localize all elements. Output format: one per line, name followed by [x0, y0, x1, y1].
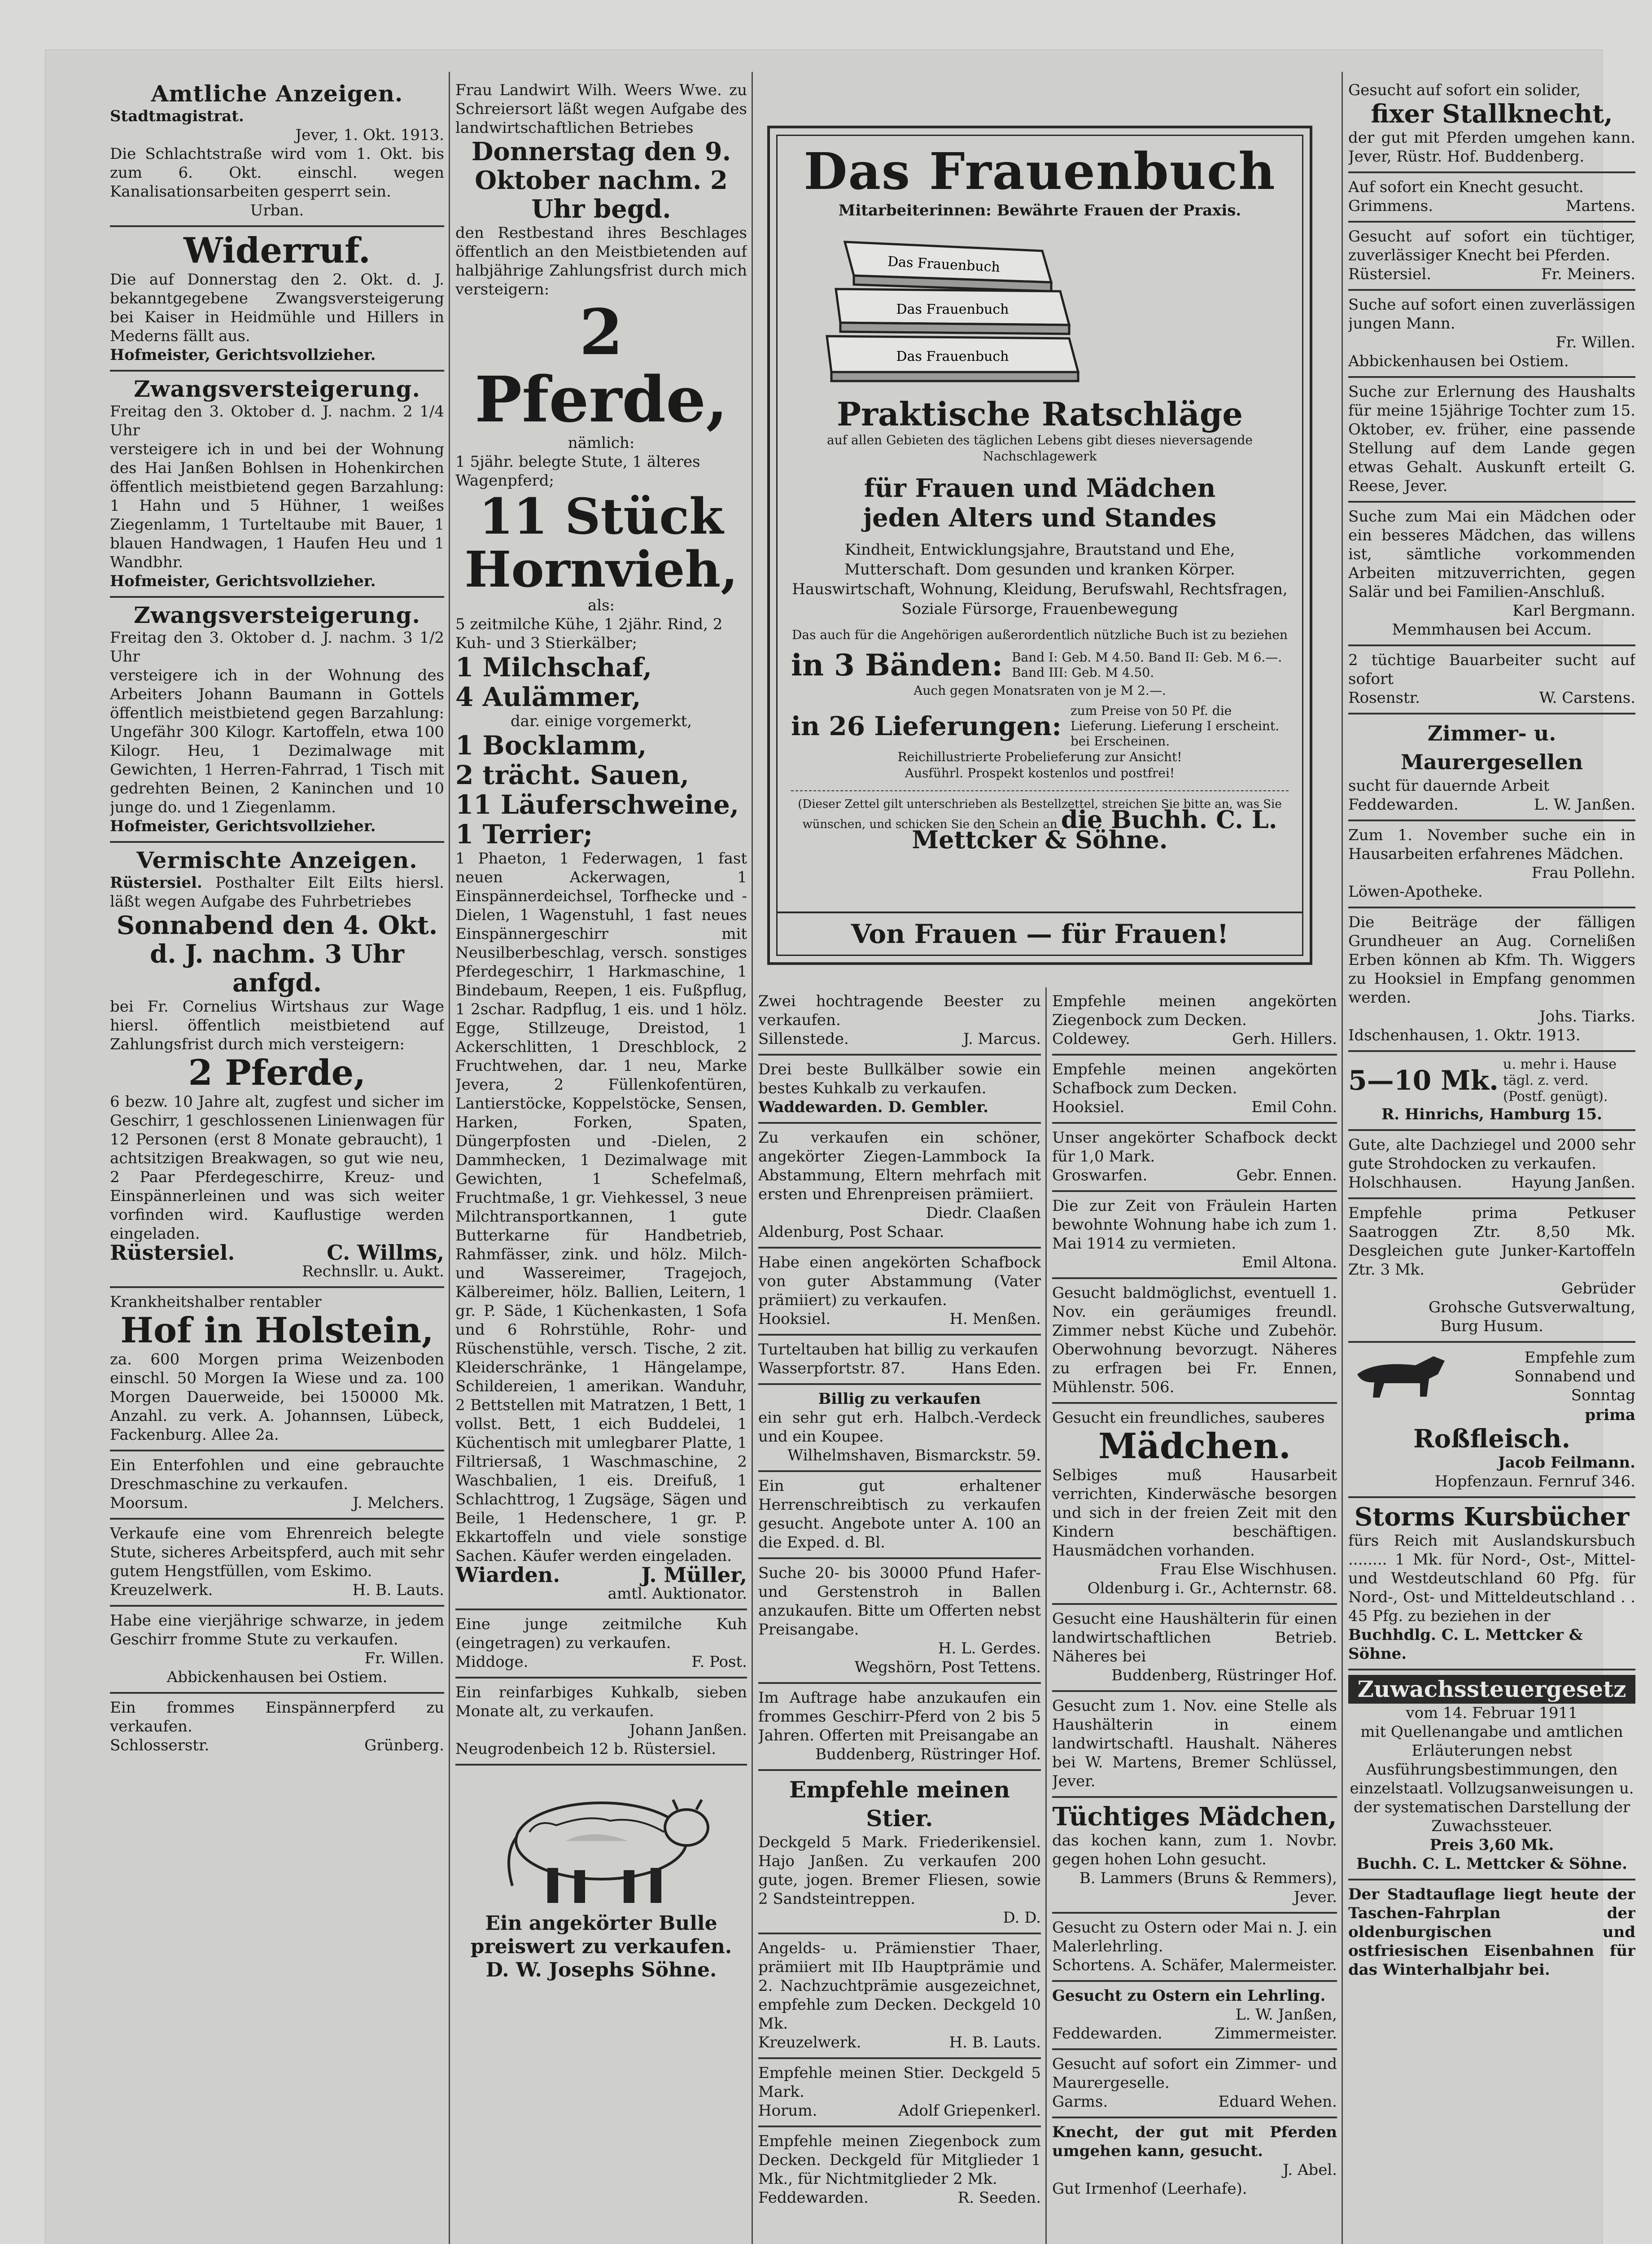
ad-signature: Waddewarden. D. Gembler. [758, 1098, 988, 1116]
ad-text: Gesucht zum 1. Nov. eine Stelle als Haushälterin in einem landwirtschaftl. Haushalt. Näheres bei W. Martens, Bremer Schlüssel, Jever. [1052, 1697, 1337, 1790]
ad-stroh [758, 1559, 1041, 1684]
ad-billig [758, 1385, 1041, 1472]
ad-place: Hopfenzaun. Fernruf 346. [1434, 1473, 1635, 1490]
ad-schafbock [758, 1249, 1041, 1336]
ad-signature: A. Schäfer, Malermeister. [1141, 1956, 1337, 1974]
ad-text: Gesucht auf sofort ein tüchtiger, zuverlässiger Knecht bei Pferden. [1348, 228, 1635, 264]
advert-heading: jeden Alters und Standes [863, 503, 1217, 533]
ad-signature: Hofmeister, Gerichtsvollzieher. [110, 817, 376, 835]
ad-title: Empfehle meinen Stier. [789, 1776, 1010, 1832]
ad-signature: Emil Cohn. [1251, 1098, 1337, 1116]
ad-text: Die Beiträge der fälligen Grundheuer an Aug. Cornelißen Erben können ab Kfm. Th. Wiggers zu Hooksiel in Empfang genommen werden. [1348, 913, 1635, 1007]
ad-signature: H. B. Lauts. [352, 1581, 444, 1599]
ad-text: den Restbestand ihres Beschlages öffentlich an den Meistbietenden auf halbjährige Zahlungsfrist durch mich versteigern: [455, 224, 747, 298]
ad-kuh [455, 1610, 747, 1679]
ad-title: Roßfleisch. [1413, 1424, 1570, 1454]
ad-text: Deckgeld 5 Mark. Friederikensiel. Hajo Janßen. Zu verkaufen 200 gute, jogen. Bremer Fliesen, sowie 2 Sandsteintreppen. [758, 1833, 1041, 1908]
ad-text: das kochen kann, zum 1. Novbr. gegen hohen Lohn gesucht. [1052, 1832, 1337, 1868]
ad-kursbuecher [1348, 1498, 1635, 1670]
ad-text: versteigere ich in der Wohnung des Arbeiters Johann Baumann in Gottels öffentlich meistbietend gegen Barzahlung: Ungefähr 300 Kilogr. Kartoffeln, etwa 100 Kilogr. Heu, 1 Dezimalwage mit Gewichten, 1 Herren-Fahrrad, 1 Tisch mit gedrehten Beinen, 2 Kaninchen und 10 junge do. und 1 Ziegenlamm. [110, 666, 444, 816]
ad-text: Frau Landwirt Wilh. Weers Wwe. zu Schreiersort läßt wegen Aufgabe des landwirtschaftlichen Betriebes [455, 81, 747, 137]
ad-text: Suche zur Erlernung des Haushalts für meine 15jährige Tochter zum 15. Oktober, ev. früher, eine passende Stellung auf dem Lande gegen etwas Gehalt. Auskunft erteilt G. Reese, Jever. [1348, 383, 1635, 495]
ad-text: Die zur Zeit von Fräulein Harten bewohnte Wohnung habe ich zum 1. Mai 1914 zu vermieten. [1052, 1197, 1337, 1253]
ad-zimmer [1052, 1279, 1337, 1404]
ad-date: Donnerstag den 9. Oktober nachm. 2 Uhr begd. [471, 137, 731, 224]
ad-text: Ein Enterfohlen und eine gebrauchte Dreschmaschine zu verkaufen. [110, 1456, 444, 1493]
column-rule [1342, 72, 1343, 2244]
ad-signature: H. L. Gerdes. [938, 1639, 1041, 1657]
ad-signature: Hayung Janßen. [1511, 1174, 1635, 1192]
ad-signature: Fr. Willen. [364, 1649, 444, 1667]
ad-place: Horum. [758, 2102, 817, 2120]
ad-amtliche [110, 76, 444, 227]
ad-signature: Frau Pollehn. [1531, 864, 1635, 882]
ad-place: Feddewarden. [758, 2189, 869, 2207]
ad-place: Middoge. [455, 1653, 529, 1671]
ad-malerlehrling [1052, 1914, 1337, 1982]
ad-place: Abbickenhausen bei Ostiem. [166, 1668, 388, 1686]
ad-signature: H. B. Lauts. [949, 2034, 1041, 2051]
ad-signature: C. Willms, [327, 1240, 444, 1265]
ad-signature: Hofmeister, Gerichtsvollzieher. [110, 572, 376, 590]
advert-prospect: Reichillustrierte Probelieferung zur Ansicht! [897, 749, 1182, 764]
advert-intro: auf allen Gebieten des täglichen Lebens gibt dieses nieversagende Nachschlagewerk [827, 433, 1253, 464]
ad-place: Kreuzelwerk. [758, 2034, 861, 2051]
advert-bands [791, 648, 1289, 683]
ad-signature: J. Melchers. [353, 1494, 444, 1512]
column-3-right [1052, 987, 1337, 2244]
ad-maurergeselle [1052, 2050, 1337, 2118]
ad-schafbock-hooksiel [1052, 1056, 1337, 1124]
ad-text: Empfehle zum Sonnabend und Sonntag [1514, 1349, 1635, 1404]
ad-text: Selbiges muß Hausarbeit verrichten, Kinderwäsche besorgen und sich in der freien Zeit mit den Kindern beschäftigen. Hausmädchen vorhanden. [1052, 1466, 1337, 1560]
ad-role: amtl. Auktionator. [607, 1585, 747, 1603]
ad-title: Storms Kursbücher [1354, 1502, 1630, 1532]
book-spine-label: Das Frauenbuch [896, 349, 1009, 364]
column-4 [1348, 76, 1635, 2244]
ad-place: Löwen-Apotheke. [1348, 883, 1483, 901]
ad-text: Gute, alte Dachziegel und 2000 sehr gute Strohdocken zu verkaufen. [1348, 1136, 1635, 1173]
ad-ziegenbock-coldewey [1052, 987, 1337, 1056]
ad-signature: Diedr. Claaßen [926, 1204, 1041, 1222]
ad-text: Gesucht baldmöglichst, eventuell 1. Nov. ein geräumiges freundl. Zimmer nebst Küche und Zubehör. Oberwohnung bevorzugt. Näheres zu erfragen bei Fr. Ennen, Mühlenstr. 506. [1052, 1284, 1337, 1396]
advert-heading: Praktische Ratschläge [836, 395, 1243, 433]
ad-date: Freitag den 3. Oktober d. J. nachm. 3 1/2 Uhr [110, 629, 444, 666]
advert-deliveries [791, 703, 1289, 749]
ad-bauarbeiter [1348, 646, 1635, 714]
ad-text: Empfehle meinen angekörten Schafbock zum Decken. [1052, 1061, 1337, 1097]
ad-place: Grimmens. [1348, 197, 1433, 215]
section-heading: Vermischte Anzeigen. [136, 847, 418, 873]
ad-verdienst [1348, 1052, 1635, 1131]
ad-place: Abbickenhausen bei Ostiem. [1348, 352, 1569, 370]
ad-role: Zimmermeister. [1214, 2025, 1337, 2042]
ad-signature: R. Seeden. [957, 2189, 1041, 2207]
ad-text: za. 600 Morgen prima Weizenboden einschl. 50 Morgen Ia Wiese und za. 100 Morgen Dauerweide, bei 150000 Mk. Anzahl. zu verk. A. Johannsen, Lübeck, Fackenburg. Allee 2a. [110, 1350, 444, 1444]
ad-role: Rechnsllr. u. Aukt. [302, 1262, 444, 1280]
column-3-left [758, 987, 1041, 2244]
ad-item: 4 Aulämmer, [455, 682, 641, 712]
ad-text: ein sehr gut erh. Halbch.-Verdeck und ein Koupee. [758, 1409, 1041, 1446]
ad-text: Zum 1. November suche ein in Hausarbeiten erfahrenes Mädchen. [1348, 826, 1635, 863]
ad-title: Mädchen. [1098, 1426, 1291, 1467]
ad-wohnung [1052, 1192, 1337, 1279]
ad-signature: Grünberg. [364, 1736, 444, 1754]
ad-schreibtisch [758, 1472, 1041, 1559]
ad-signature: Gerh. Hillers. [1232, 1030, 1337, 1048]
horse-illustration [1348, 1347, 1456, 1406]
advert-title: Das Frauenbuch [804, 142, 1276, 201]
ad-place: Rüstersiel. [110, 874, 202, 892]
order-slip [791, 790, 1289, 852]
ad-text: Die Schlachtstraße wird vom 1. Okt. bis zum 6. Okt. einschl. wegen Kanalisationsarbeiten gesperrt sein. [110, 145, 444, 201]
ad-signature: Buchhdlg. C. L. Mettcker & Söhne. [1348, 1626, 1583, 1663]
ad-text: Habe einen angekörten Schafbock von guter Abstammung (Vater prämiiert) zu verkaufen. [758, 1253, 1041, 1309]
ad-text: u. mehr i. Hause tägl. z. verd. (Postf. genügt). [1503, 1056, 1617, 1104]
advert-topics: Kindheit, Entwicklungsjahre, Brautstand und Ehe, Mutterschaft. Dom gesunden und kranken Körper. Hauswirtschaft, Wohnung, Kleidung, Berufswahl, Rechtsfragen, Soziale Fürsorge, Frauenbewegung [792, 541, 1288, 618]
ad-title: Billig zu verkaufen [818, 1390, 981, 1408]
ad-junger-mann [1348, 291, 1635, 378]
ad-ziegenbock [758, 2127, 1041, 2213]
ad-text: Drei beste Bullkälber sowie ein bestes Kuhkalb zu verkaufen. [758, 1061, 1041, 1097]
ad-place: Idschenhausen, 1. Oktr. 1913. [1348, 1026, 1581, 1044]
ad-vermischte [110, 843, 444, 1288]
ad-place: Rüstersiel. [110, 1240, 235, 1265]
ad-place: Wegshörn, Post Tettens. [854, 1658, 1041, 1676]
ad-stier-horum [758, 2059, 1041, 2127]
ad-text: Posthalter Eilt Eilts hiersl. läßt wegen Aufgabe des Fuhrbetriebes [110, 874, 444, 911]
ad-signature: F. Post. [691, 1653, 747, 1671]
column-rule [1045, 987, 1047, 2244]
ad-signature: Johann Janßen. [629, 1721, 747, 1739]
ad-zimmergesellen [1348, 714, 1635, 821]
ad-signature: Karl Bergmann. [1512, 602, 1635, 620]
ad-stallknecht [1348, 76, 1635, 173]
ad-text: 1 Phaeton, 1 Federwagen, 1 fast neuen Ackerwagen, 1 Einspännerdeichsel, Torfhecke und -Dielen, 1 Wagenstuhl, 1 fast neues Einspännergeschirr mit Neusilberbeschlag, versch. sonstiges Pferdegeschirr, 1 Harkmaschine, 1 Bindebaum, Reepen, 1 eis. Fußpflug, 1 2schar. Radpflug, 1 eis. und 1 hölz. Egge, Stillzeuge, Dreistod, 1 Ackerschlitten, 1 Dreschblock, 2 Fruchtwehen, dar. 1 neu, Marke Jevera, 2 Füllenkofentüren, Lantierstöcke, Koppelstöcke, Sensen, Harken, Forken, Spaten, Düngerpfosten und -Dielen, 2 Dammhecken, 1 Dezimalwage mit Gewichten, 1 Schefelmaß, Fruchtmaße, 1 gr. Viehkessel, 3 neue Milchtransportkannen, 1 gute Butterkarne für Handbetrieb, Rahmfässer, zink. und hölz. Milch- und Wassereimer, Tragejoch, Kälbereimer, hölz. Ballien, Leitern, 1 gr. P. Säde, 1 Küchenkasten, 1 Sofa und 6 Rohrstühle, Rohr- und Rüschenstühle, versch. Tische, 2 zit. Kleiderschränke, 1 Hängelampe, Schildereien, 1 amerikan. Wanduhr, 2 Bettstellen mit Matratzen, 1 Bett, 1 vollst. Bett, 1 eich Buddelei, 1 Küchentisch mit umlegbarer Platte, 1 Filtriersaß, 1 Waschmaschine, 2 Waschbalien, 1 eis. Dreifuß, 1 Schlachttrog, 1 Zugsäge, Sägen und Beile, 1 Hedenschere, 1 gr. P. Ekkartoffeln und viele sonstige Sachen. Käufer werden eingeladen. [455, 850, 747, 1565]
ad-item: 1 Terrier; [455, 819, 593, 850]
ad-text: Zwei hochtragende Beester zu verkaufen. [758, 992, 1041, 1029]
ad-date: Jever, 1. Okt. 1913. [295, 126, 444, 144]
ad-headline: 2 Pferde, [474, 296, 728, 437]
ad-issuer: Stadtmagistrat. [110, 107, 244, 125]
ad-text: Ein reinfarbiges Kuhkalb, sieben Monate alt, zu verkaufen. [455, 1683, 747, 1720]
ad-text: Knecht, der gut mit Pferden umgehen kann, gesucht. [1052, 2123, 1337, 2160]
ad-signature: Wilhelmshaven, Bismarckstr. 59. [787, 1446, 1041, 1464]
ad-text: Auf sofort ein Knecht gesucht. [1348, 178, 1584, 196]
ad-text: 2 tüchtige Bauarbeiter sucht auf sofort [1348, 651, 1635, 688]
ad-signature: Johs. Tiarks. [1539, 1008, 1635, 1026]
ad-text: als: [587, 596, 615, 614]
ad-signature: Emil Altona. [1241, 1253, 1337, 1271]
ad-date: Freitag den 3. Oktober d. J. nachm. 2 1/4 Uhr [110, 403, 444, 439]
ad-headline: 11 Stück Hornvieh, [464, 487, 738, 598]
deliveries-label: in 26 Lieferungen: [791, 711, 1062, 741]
ad-place: Rüstersiel. [1348, 265, 1432, 283]
ad-date: Sonnabend den 4. Okt. d. J. nachm. 3 Uhr anfgd. [116, 911, 438, 998]
ad-place: Burg Husum. [1440, 1317, 1543, 1335]
ad-text: Gesucht zu Ostern ein Lehrling. [1052, 1987, 1326, 2005]
ad-text: Gesucht auf sofort ein solider, [1348, 81, 1581, 99]
ad-text: nämlich: [568, 434, 635, 452]
frauenbuch-advert [767, 126, 1312, 965]
ad-rossfleisch [1348, 1343, 1635, 1498]
ad-text: Turteltauben hat billig zu verkaufen [758, 1341, 1038, 1359]
ad-saatroggen [1348, 1199, 1635, 1343]
ad-title: Widerruf. [184, 230, 371, 271]
ad-title: Zimmer- u. Maurergesellen [1400, 721, 1583, 774]
ad-text: versteigere ich in und bei der Wohnung des Hai Janßen Bohlsen in Hohenkirchen öffentlich meistbietend gegen Barzahlung: 1 Hahn und 5 Hühner, 1 weißes Ziegenlamm, 1 Turteltaube mit Bauer, 1 blauen Handwagen, 1 Haufen Heu und 1 Wandbhr. [110, 440, 444, 571]
ad-zwangsversteigerung-2 [110, 598, 444, 843]
ad-place: Gut Irmenhof (Leerhafe). [1052, 2180, 1247, 2198]
ad-text: Ein frommes Einspännerpferd zu verkaufen. [110, 1699, 444, 1736]
ad-text: 6 bezw. 10 Jahre alt, zugfest und sicher im Geschirr, 1 geschlossenen Linienwagen für 12 Personen (erst 8 Monate gebraucht), 1 achtsitzigen Breakwagen, so gut wie neu, 2 Paar Pferdegeschirre, Kreuz- und Einspännerleinen und was sich weiter vorfinden wird. Kauflustige werden eingeladen. [110, 1093, 444, 1243]
ad-headline: 5—10 Mk. [1348, 1065, 1499, 1096]
ad-kuhkalb [455, 1679, 747, 1766]
ad-dachziegel [1348, 1131, 1635, 1199]
ad-text: Gesucht zu Ostern oder Mai n. J. ein Malerlehrling. [1052, 1919, 1337, 1955]
ad-signature: J. Müller, [641, 1563, 747, 1587]
ad-text: Ein angekörter Bulle preiswert zu verkaufen. [470, 1912, 732, 1958]
ad-signature: Buddenberg, Rüstringer Hof. [1111, 1666, 1337, 1684]
ad-signature: Martens. [1565, 197, 1635, 215]
ad-widerruf [110, 227, 444, 372]
column-2 [455, 76, 747, 2244]
ad-turteltauben [758, 1336, 1041, 1385]
ad-place: Feddewarden. [1052, 2025, 1163, 2042]
ad-signature: D. W. Josephs Söhne. [485, 1959, 717, 1981]
advert-footer: Von Frauen — für Frauen! [778, 912, 1302, 955]
ad-text: Gesucht auf sofort ein Zimmer- und Maurergeselle. [1052, 2055, 1337, 2092]
book-spine-label: Das Frauenbuch [887, 254, 1001, 276]
ad-schwarze-stute [110, 1607, 444, 1694]
advert-subtitle: Mitarbeiterinnen: Bewährte Frauen der Praxis. [838, 202, 1241, 219]
ad-text: der gut mit Pferden umgehen kann. Jever, Rüstr. Hof. Buddenberg. [1348, 129, 1635, 166]
ad-place: Neugrodenbeich 12 b. Rüstersiel. [455, 1740, 717, 1758]
ad-signature: Fr. Meiners. [1541, 265, 1635, 283]
ad-zuwachssteuergesetz [1348, 1670, 1635, 1880]
ad-item: 11 Läuferschweine, [455, 789, 739, 820]
ad-text: Eine junge zeitmilche Kuh (eingetragen) zu verkaufen. [455, 1615, 747, 1652]
advert-monthly: Auch gegen Monatsraten von je M 2.—. [913, 683, 1166, 698]
ad-text: fürs Reich mit Auslandskursbuch ........ 1 Mk. für Nord-, Ost-, Mittel- und Westdeutschland 60 Pfg. für Nord-, Ost- und Mitteldeutschland . . 45 Pfg. zu beziehen in der [1348, 1532, 1635, 1625]
ad-place: Wiarden. [455, 1563, 560, 1587]
ad-enterfohlen [110, 1451, 444, 1520]
ad-lehrling [1052, 1982, 1337, 2050]
ad-signature: Gebr. Ennen. [1236, 1166, 1337, 1184]
deliveries-prices: zum Preise von 50 Pf. die Lieferung. Lieferung I erscheint. bei Erscheinen. [1070, 703, 1280, 749]
ad-place: Schortens. [1052, 1956, 1135, 1974]
advert-prospect: Ausführl. Prospekt kostenlos und postfrei! [905, 766, 1175, 780]
ad-place: Hooksiel. [758, 1310, 831, 1328]
ad-weers-auction [455, 76, 747, 1610]
ad-signature: J. Abel. [1283, 2161, 1337, 2179]
ad-stier [758, 1771, 1041, 1934]
ad-hof-holstein [110, 1288, 444, 1451]
ad-signature: Frau Else Wischhusen. [1160, 1560, 1337, 1578]
ad-einspaennerpferd [110, 1694, 444, 1760]
ad-title: Zuwachssteuergesetz [1348, 1675, 1635, 1704]
ad-haushalt-tochter [1348, 378, 1635, 503]
ad-text: Gesucht ein freundliches, sauberes [1052, 1409, 1325, 1427]
column-rule [449, 72, 450, 2244]
ad-signature: Hans Eden. [951, 1359, 1041, 1377]
ad-text: Suche 20- bis 30000 Pfund Hafer- und Gerstenstroh in Ballen anzukaufen. Bitte um Offerten nebst Preisangabe. [758, 1564, 1041, 1639]
ad-geschirrpferd [758, 1684, 1041, 1771]
ad-text: Verkaufe eine vom Ehrenreich belegte Stute, sicheres Arbeitspferd, auch mit sehr gutem Hengstfüllen, vom Eskimo. [110, 1525, 444, 1580]
ad-signature: W. Carstens. [1539, 689, 1635, 707]
ad-text: Habe eine vierjährige schwarze, in jedem Geschirr fromme Stute zu verkaufen. [110, 1612, 444, 1648]
ad-signature: Jacob Feilmann. [1498, 1454, 1635, 1472]
ad-signature: Gebrüder [1561, 1280, 1635, 1297]
ad-place: Coldewey. [1052, 1030, 1130, 1048]
ad-headline: 2 Pferde, [188, 1052, 366, 1093]
ad-signature: H. Menßen. [949, 1310, 1041, 1328]
ad-text: Empfehle meinen angekörten Ziegenbock zum Decken. [1052, 992, 1337, 1029]
ad-knecht-ruestersiel [1348, 223, 1635, 291]
order-firm: die Buchh. C. L. Mettcker & Söhne. [912, 805, 1277, 854]
ad-place: Schlosserstr. [110, 1736, 210, 1754]
ad-place: Wasserpfortstr. 87. [758, 1359, 905, 1377]
ad-zwangsversteigerung-1 [110, 372, 444, 598]
advert-note: Das auch für die Angehörigen außerordentlich nützliche Buch ist zu beziehen [791, 627, 1288, 642]
ad-text: Suche auf sofort einen zuverlässigen jungen Mann. [1348, 296, 1635, 333]
ad-text: Empfehle meinen Ziegenbock zum Decken. Deckgeld für Mitglieder 1 Mk., für Nichtmitglieder 2 Mk. [758, 2132, 1041, 2188]
ad-grundheuer [1348, 908, 1635, 1052]
ad-stute [110, 1520, 444, 1607]
section-heading: Amtliche Anzeigen. [151, 80, 403, 107]
ad-signature: Buchh. C. L. Mettcker & Söhne. [1356, 1855, 1627, 1873]
ad-text: Suche zum Mai ein Mädchen oder ein besseres Mädchen, das willens ist, sämtliche vorkommenden Arbeiten mitzuverrichten, gegen Salär und bei Familien-Anschluß. [1348, 508, 1635, 601]
ad-text: Angelds- u. Prämienstier Thaer, prämiiert mit IIb Hauptprämie und 2. Nachzuchtprämie ausgezeichnet, empfehle zum Decken. Deckgeld 10 Mk. [758, 1939, 1041, 2033]
bands-prices: Band I: Geb. M 4.50. Band II: Geb. M 6.—. Band III: Geb. M 4.50. [1011, 650, 1282, 680]
ad-stelle-haushaelterin [1052, 1692, 1337, 1798]
ad-hausarbeiten [1348, 821, 1635, 908]
ad-maedchen [1052, 1404, 1337, 1605]
ad-bulle [455, 1766, 747, 1987]
ad-signature: Adolf Griepenkerl. [898, 2102, 1041, 2120]
ad-praemienstier [758, 1934, 1041, 2059]
ad-text: Empfehle meinen Stier. Deckgeld 5 Mark. [758, 2064, 1041, 2101]
ad-bullkaelber [758, 1056, 1041, 1124]
ad-text: 1 5jähr. belegte Stute, 1 älteres Wagenpferd; [455, 453, 700, 490]
ad-item: 1 Milchschaf, [455, 652, 652, 683]
ad-place: Moorsum. [110, 1494, 188, 1512]
ad-place: Holschhausen. [1348, 1174, 1462, 1192]
ad-place: Groswarfen. [1052, 1166, 1148, 1184]
ad-place: Feddewarden. [1348, 796, 1459, 814]
ad-title: Zwangsversteigerung. [134, 602, 420, 628]
ad-signature: Eduard Wehen. [1218, 2093, 1337, 2111]
ad-fahrplan [1348, 1880, 1635, 1985]
ad-schafbock-groswarfen [1052, 1124, 1337, 1192]
ad-knecht [1052, 2118, 1337, 2204]
ad-place: Oldenburg i. Gr., Achternstr. 68. [1087, 1579, 1337, 1597]
ad-text: Gesucht eine Haushälterin für einen landwirtschaftlichen Betrieb. Näheres bei [1052, 1610, 1337, 1665]
ad-signature: Urban. [250, 202, 304, 219]
ad-title: Zwangsversteigerung. [134, 376, 420, 402]
ad-place: Aldenburg, Post Schaar. [758, 1223, 944, 1241]
book-spine-label: Das Frauenbuch [896, 302, 1009, 317]
bull-illustration [476, 1774, 727, 1908]
ad-price: Preis 3,60 Mk. [1429, 1836, 1554, 1854]
ad-text: mit Quellenangabe und amtlichen Erläuterungen nebst Ausführungsbestimmungen, den einzelstaatl. Vollzugsanweisungen u. der systematischen Darstellung der Zuwachssteuer. [1350, 1723, 1634, 1835]
ad-signature: L. W. Janßen, [1235, 2006, 1337, 2024]
ad-signature: D. D. [1003, 1909, 1041, 1927]
ad-maedchen-mai [1348, 503, 1635, 646]
ad-role: Grohsche Gutsverwaltung, [1428, 1298, 1635, 1316]
column-rule [752, 72, 753, 2244]
ad-signature: Fr. Willen. [1556, 333, 1635, 351]
column-1 [110, 76, 444, 2244]
ad-text: prima [1585, 1406, 1635, 1424]
ad-place: Memmhausen bei Accum. [1392, 621, 1592, 639]
ad-place: Rosenstr. [1348, 689, 1420, 707]
ad-haushaelterin [1052, 1605, 1337, 1692]
books-illustration [791, 233, 1105, 386]
ad-signature: J. Marcus. [963, 1030, 1041, 1048]
ad-text: 5 zeitmilche Kühe, 1 2jähr. Rind, 2 Kuh- und 3 Stierkälber; [455, 615, 723, 652]
ad-text: sucht für dauernde Arbeit [1348, 777, 1550, 795]
ad-text: dar. einige vorgemerkt, [510, 712, 692, 730]
ad-text: Die auf Donnerstag den 2. Okt. d. J. bekanntgegebene Zwangsversteigerung bei Kaiser in Heidmühle und Hillers in Mederns fällt aus. [110, 271, 444, 345]
ad-text: Unser angekörter Schafbock deckt für 1,0 Mark. [1052, 1129, 1337, 1166]
ad-place: Kreuzelwerk. [110, 1581, 213, 1599]
ad-intro: Krankheitshalber rentabler [110, 1293, 322, 1311]
order-text: (Dieser Zettel gilt unterschrieben als Bestellzettel, streichen Sie bitte an, was Sie wünschen, und schicken Sie den Schein an [798, 798, 1282, 831]
ad-signature: Buddenberg, Rüstringer Hof. [815, 1745, 1041, 1763]
ad-knecht-grimmens [1348, 173, 1635, 223]
ad-text: bei Fr. Cornelius Wirtshaus zur Wage hiersl. öffentlich meistbietend auf Zahlungsfrist durch mich versteigern: [110, 998, 444, 1053]
ad-item: 2 trächt. Sauen, [455, 760, 690, 790]
ad-text: Zu verkaufen ein schöner, angekörter Ziegen-Lammbock Ia Abstammung, Eltern mehrfach mit ersten und Ehrenpreisen prämiiert. [758, 1129, 1041, 1203]
ad-text: vom 14. Februar 1911 [1406, 1704, 1578, 1722]
ad-tuechtiges-maedchen [1052, 1798, 1337, 1914]
ad-beester [758, 987, 1041, 1056]
ad-place: Garms. [1052, 2093, 1108, 2111]
ad-signature: B. Lammers (Bruns & Remmers), Jever. [1079, 1869, 1337, 1906]
ad-signature: L. W. Janßen. [1534, 796, 1635, 814]
ad-place: Sillenstede. [758, 1030, 849, 1048]
ad-signature: R. Hinrichs, Hamburg 15. [1381, 1105, 1603, 1123]
ad-text: Empfehle prima Petkuser Saatroggen Ztr. 8,50 Mk. Desgleichen gute Junker-Kartoffeln Ztr. 3 Mk. [1348, 1204, 1635, 1279]
bands-label: in 3 Bänden: [791, 648, 1003, 683]
ad-text: Der Stadtauflage liegt heute der Taschen-Fahrplan der oldenburgischen und ostfriesischen Eisenbahnen für das Winterhalbjahr bei. [1348, 1885, 1635, 1979]
ad-signature: Hofmeister, Gerichtsvollzieher. [110, 346, 376, 364]
ad-ziegen-lammbock [758, 1124, 1041, 1249]
ad-title: fixer Stallknecht, [1371, 99, 1613, 129]
ad-text: Im Auftrage habe anzukaufen ein frommes Geschirr-Pferd von 2 bis 5 Jahren. Offerten mit Preisangabe an [758, 1689, 1041, 1744]
ad-place: Hooksiel. [1052, 1098, 1125, 1116]
ad-text: Ein gut erhaltener Herrenschreibtisch zu verkaufen gesucht. Angebote unter A. 100 an die Exped. d. Bl. [758, 1477, 1041, 1552]
advert-heading: für Frauen und Mädchen [864, 473, 1216, 503]
ad-title: Hof in Holstein, [120, 1310, 434, 1351]
ad-item: 1 Bocklamm, [455, 730, 647, 761]
ad-title: Tüchtiges Mädchen, [1052, 1802, 1337, 1832]
